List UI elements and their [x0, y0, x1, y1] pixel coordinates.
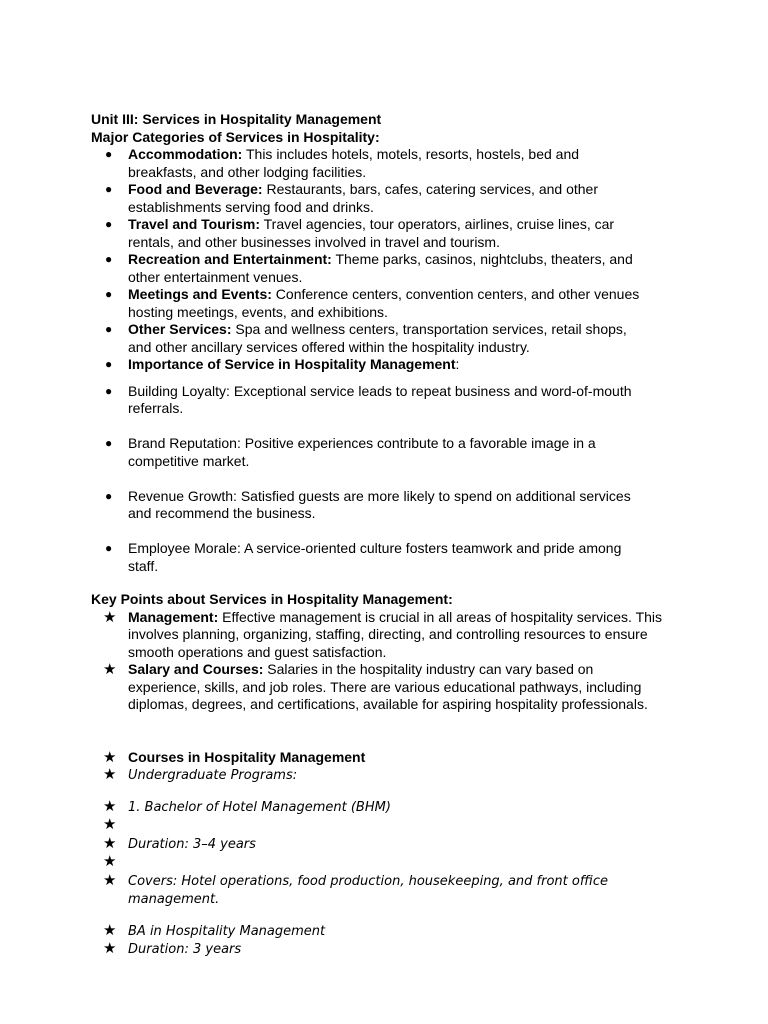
- star-bullet-icon: ★: [103, 661, 117, 678]
- importance-list: [91, 383, 641, 576]
- list-item: [91, 488, 641, 523]
- list-item: [91, 146, 641, 181]
- list-item: [91, 798, 668, 817]
- item-text: :: [455, 356, 460, 372]
- list-item: [91, 383, 641, 418]
- bullet-dot-icon: ●: [105, 182, 113, 196]
- bullet-dot-icon: ●: [105, 217, 113, 231]
- star-bullet-icon: ★: [103, 940, 117, 957]
- bullet-dot-icon: ●: [105, 436, 113, 450]
- key-points-list: [91, 609, 691, 714]
- star-bullet-icon: ★: [103, 797, 117, 815]
- item-text: Duration: 3 years: [128, 942, 242, 957]
- item-label: Travel and Tourism:: [128, 216, 260, 232]
- categories-list: [91, 146, 641, 374]
- list-item: [91, 835, 668, 854]
- bullet-dot-icon: ●: [105, 287, 113, 301]
- list-item: [91, 940, 668, 959]
- list-item: [91, 321, 641, 356]
- list-item: [91, 356, 641, 374]
- star-bullet-icon: ★: [103, 834, 117, 852]
- page-title: Unit III: Services in Hospitality Management: [91, 111, 382, 127]
- item-text: Building Loyalty: Exceptional service leads to repeat business and word-of-mouth referrals.: [128, 382, 632, 416]
- section-heading-key-points: Key Points about Services in Hospitality Management:: [91, 591, 453, 607]
- item-text: Employee Morale: A service-oriented culture fosters teamwork and pride among staff.: [128, 540, 622, 574]
- list-item: [91, 661, 668, 714]
- star-bullet-icon: ★: [103, 921, 117, 939]
- star-bullet-icon: ★: [103, 853, 117, 870]
- star-bullet-icon: ★: [103, 871, 117, 889]
- item-text: Spa and wellness centers, transportation services, retail shops, and other ancillary services offered within the hospitality industry.: [128, 321, 627, 355]
- item-label: Accommodation:: [128, 146, 243, 162]
- item-text: Theme parks, casinos, nightclubs, theaters, and other entertainment venues.: [128, 251, 633, 285]
- star-bullet-icon: ★: [103, 816, 117, 833]
- list-item: [91, 435, 641, 470]
- bullet-dot-icon: ●: [105, 488, 113, 503]
- item-label: Importance of Service in Hospitality Management: [128, 356, 456, 372]
- item-text: 1. Bachelor of Hotel Management (BHM): [128, 799, 391, 815]
- item-text: Salaries in the hospitality industry can vary based on experience, skills, and job roles. There are various educational pathways, including diplomas, degrees, and certifications, available for aspiring hospitality professionals.: [128, 661, 648, 712]
- bullet-dot-icon: ●: [105, 147, 113, 161]
- list-item: [91, 251, 641, 286]
- bullet-dot-icon: ●: [105, 252, 113, 266]
- bullet-dot-icon: ●: [105, 541, 113, 555]
- courses-heading: Courses in Hospitality Management: [128, 748, 366, 765]
- list-item: [91, 749, 668, 767]
- item-text: Conference centers, convention centers, and other venues hosting meetings, events, and exhibitions.: [128, 286, 640, 320]
- item-text: Revenue Growth: Satisfied guests are more likely to spend on additional services and recommend the business.: [128, 487, 631, 521]
- item-text: Duration: 3–4 years: [128, 836, 256, 852]
- list-item: [91, 609, 668, 662]
- star-bullet-icon: ★: [103, 766, 117, 783]
- bullet-dot-icon: ●: [105, 357, 113, 371]
- item-text: Brand Reputation: Positive experiences contribute to a favorable image in a competitive market.: [128, 435, 596, 469]
- item-label: Recreation and Entertainment:: [128, 251, 332, 267]
- bullet-dot-icon: ●: [105, 383, 113, 398]
- item-label: Management:: [128, 608, 219, 625]
- list-item: [91, 216, 641, 251]
- list-item: [91, 816, 668, 835]
- item-label: Meetings and Events:: [128, 286, 272, 302]
- star-bullet-icon: ★: [103, 748, 117, 766]
- item-label: Food and Beverage:: [128, 181, 263, 197]
- list-item: [91, 766, 668, 785]
- section-heading-categories: Major Categories of Services in Hospitality:: [91, 128, 380, 145]
- list-item: [91, 540, 641, 575]
- list-item: [91, 872, 668, 909]
- list-item: [91, 853, 668, 872]
- item-text: Covers: Hotel operations, food production, housekeeping, and front office management.: [128, 873, 608, 907]
- bullet-dot-icon: ●: [105, 322, 113, 336]
- list-item: [91, 922, 668, 941]
- item-label: Other Services:: [128, 321, 232, 337]
- document-body: [91, 111, 691, 959]
- item-label: Salary and Courses:: [128, 661, 264, 677]
- courses-list: [91, 749, 691, 959]
- item-text: This includes hotels, motels, resorts, hostels, bed and breakfasts, and other lodging facilities.: [128, 146, 580, 180]
- item-text: Effective management is crucial in all areas of hospitality services. This involves planning, organizing, staffing, directing, and controlling resources to ensure smooth operations and guest satisfaction.: [128, 608, 663, 660]
- item-text: Undergraduate Programs:: [128, 768, 298, 783]
- list-item: [91, 286, 641, 321]
- item-text: Travel agencies, tour operators, airlines, cruise lines, car rentals, and other businesses involved in travel and tourism.: [128, 216, 615, 250]
- star-bullet-icon: ★: [103, 608, 117, 626]
- item-text: Restaurants, bars, cafes, catering services, and other establishments serving food and drinks.: [128, 181, 598, 215]
- item-text: BA in Hospitality Management: [128, 923, 326, 939]
- list-item: [91, 181, 641, 216]
